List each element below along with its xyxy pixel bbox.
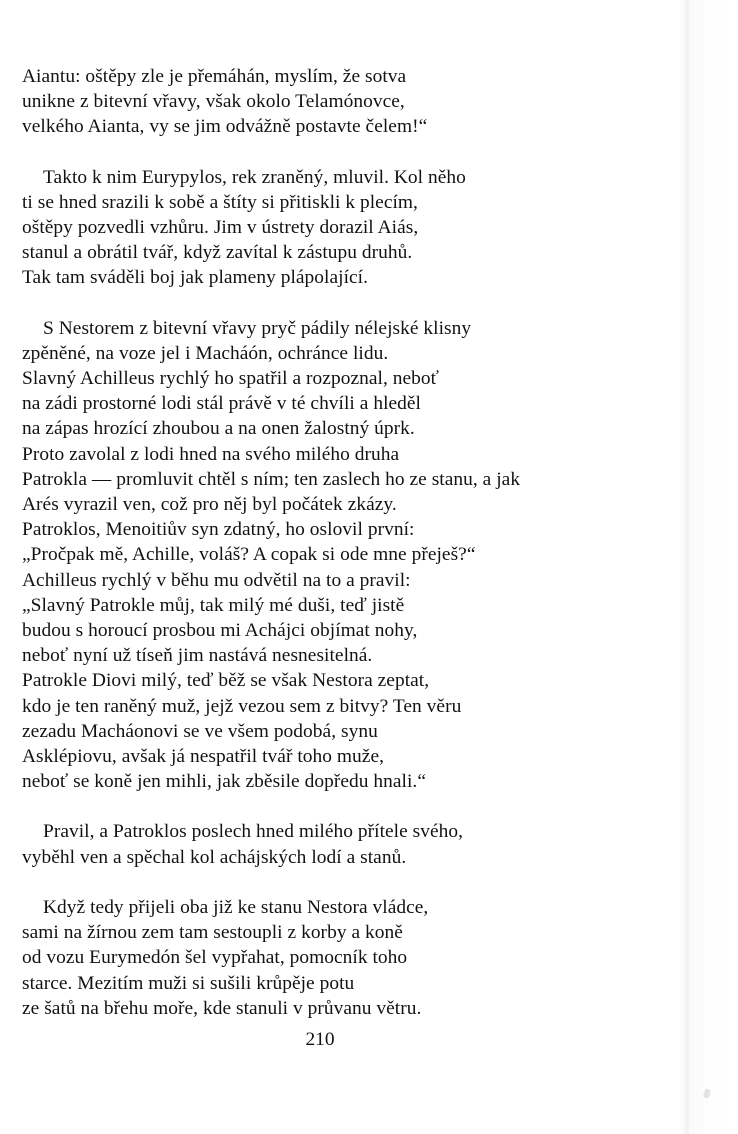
verse-line: Patroklos, Menoitiův syn zdatný, ho oslovil první: [22, 519, 415, 541]
text-column [22, 64, 622, 1021]
verse-line: unikne z bitevní vřavy, však okolo Telamónovce, [22, 91, 405, 113]
verse-line: „Slavný Patrokle můj, tak milý mé duši, teď jistě [22, 594, 405, 616]
verse-line: Pravil, a Patroklos poslech hned milého přítele svého, [43, 821, 464, 843]
stanza [22, 316, 622, 795]
verse-line: Slavný Achilleus rychlý ho spatřil a rozpoznal, neboť [22, 368, 439, 390]
verse-line: ti se hned srazili k sobě a štíty si přitiskli k plecím, [22, 191, 418, 213]
verse-line: S Nestorem z bitevní vřavy pryč pádily nélejské klisny [43, 317, 472, 339]
verse-line: sami na žírnou zem tam sestoupli z korby a koně [22, 922, 403, 944]
verse-line: Takto k nim Eurypylos, rek zraněný, mluvil. Kol něho [43, 166, 466, 188]
verse-line: zezadu Macháonovi se ve všem podobá, synu [22, 720, 378, 742]
verse-line: Když tedy přijeli oba již ke stanu Nestora vládce, [43, 896, 429, 918]
stanza [22, 819, 622, 869]
verse-line: zpěněné, na voze jel i Macháón, ochránce lidu. [22, 342, 389, 364]
stanza [22, 165, 622, 291]
page-number: 210 [305, 1029, 335, 1050]
verse-line: Aiantu: oštěpy zle je přemáhán, myslím, že sotva [22, 66, 407, 87]
verse-line: starce. Mezitím muži si sušili krůpěje potu [22, 972, 355, 994]
verse-line: Achilleus rychlý v běhu mu odvětil na to a pravil: [22, 569, 411, 591]
verse-line: „Pročpak mě, Achille, voláš? A copak si ode mne přeješ?“ [22, 544, 476, 566]
verse-line: Asklépiovu, avšak já nespatřil tvář toho muže, [22, 746, 385, 768]
verse-line: velkého Aianta, vy se jim odvážně postavte čelem!“ [22, 116, 428, 138]
verse-line: Proto zavolal z lodi hned na svého milého druha [22, 443, 400, 465]
verse-line: od vozu Eurymedón šel vypřahat, pomocník toho [22, 947, 408, 969]
gutter-shadow [680, 0, 694, 1134]
verse-line: neboť se koně jen mihli, jak zběsile dopředu hnali.“ [22, 771, 426, 793]
verse-line: ze šatů na břehu moře, kde stanuli v průvanu větru. [22, 997, 422, 1019]
stanza [22, 895, 622, 1021]
verse-line: na zádi prostorné lodi stál právě v té chvíli a hleděl [22, 393, 421, 415]
verse-line: kdo je ten raněný muž, jejž vezou sem z bitvy? Ten věru [22, 695, 462, 717]
scan-speck-artifact [703, 1088, 711, 1098]
stanza [22, 64, 622, 140]
verse-line: oštěpy pozvedli vzhůru. Jim v ústrety dorazil Aiás, [22, 217, 419, 239]
verse-line: Patrokle Diovi milý, teď běž se však Nestora zeptat, [22, 670, 430, 692]
verse-line: vyběhl ven a spěchal kol achájských lodí a stanů. [22, 846, 407, 868]
verse-line: neboť nyní už tíseň jim nastává nesnesitelná. [22, 645, 373, 667]
verse-line: na zápas hrozící zhoubou a na onen žalostný úprk. [22, 418, 415, 440]
verse-line: budou s horoucí prosbou mi Achájci objímat nohy, [22, 620, 418, 642]
verse-line: Patrokla — promluvit chtěl s ním; ten zaslech ho ze stanu, a jak [22, 468, 521, 490]
verse-line: stanul a obrátil tvář, když zavítal k zástupu druhů. [22, 242, 413, 264]
verse-line: Arés vyrazil ven, což pro něj byl počátek zkázy. [22, 494, 397, 516]
verse-line: Tak tam sváděli boj jak plameny plápolající. [22, 267, 369, 289]
page-edge-shading [692, 0, 738, 1134]
